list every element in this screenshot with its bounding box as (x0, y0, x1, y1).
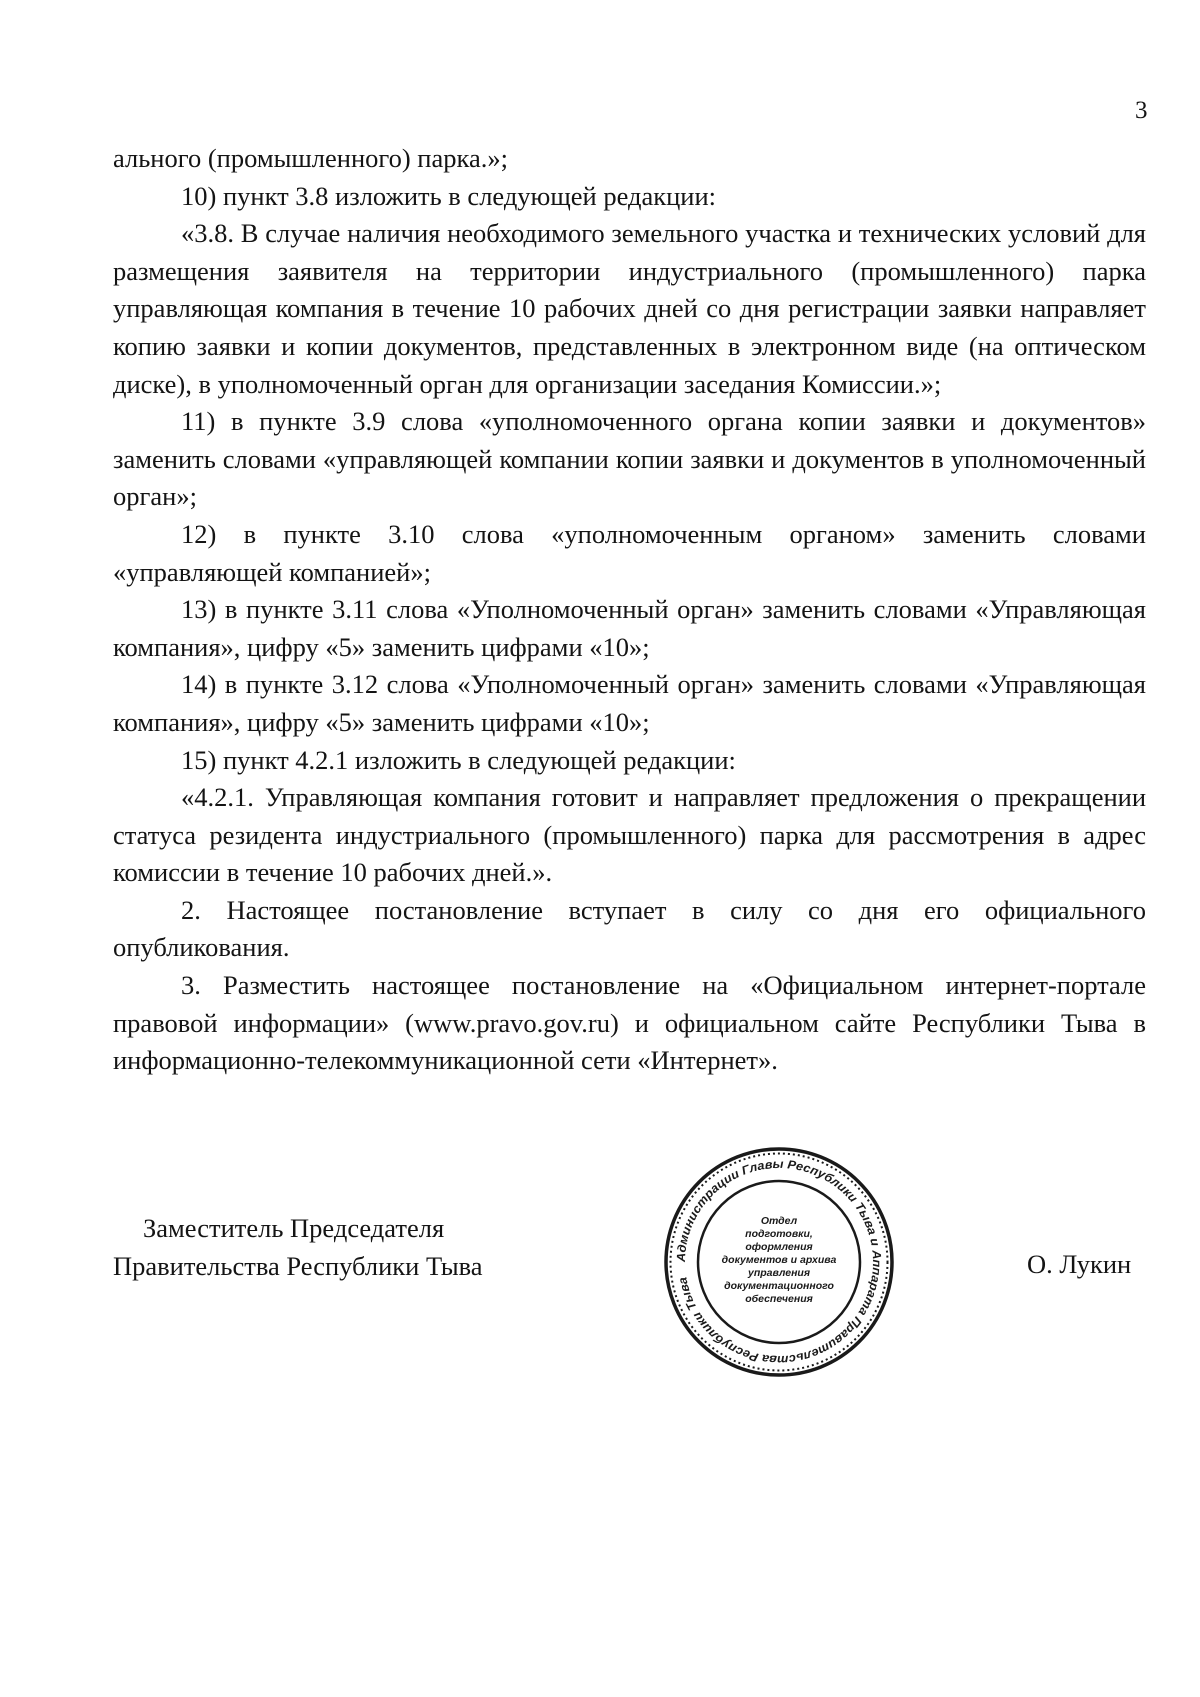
stamp-inner-text (702, 1215, 856, 1306)
signatory-position-line: Заместитель Председателя (143, 1213, 445, 1243)
stamp-inner-line: Отдел (760, 1215, 798, 1227)
stamp-inner-line: обеспечения (745, 1293, 813, 1305)
paragraph: 11) в пункте 3.9 слова «уполномоченного органа копии заявки и документов» заменить словами «управляющей компании копии заявки и документов в уполномоченный орган»; (113, 406, 1146, 512)
paragraph: «4.2.1. Управляющая компания готовит и направляет предложения о прекращении статуса резидента индустриального (промышленного) парка для рассмотрения в адрес комиссии в течение 10 рабочих дней.». (113, 782, 1146, 888)
signatory-position-line: Правительства Республики Тыва (113, 1250, 483, 1281)
document-body (113, 140, 1146, 1080)
paragraph: «3.8. В случае наличия необходимого земельного участка и технических условий для размещения заявителя на территории индустриального (промышленного) парка управляющая компания в течение 10 рабочих дней со дня регистрации заявки направляет копию заявки и копии документов, представленных в электронном виде (на оптическом диске), в уполномоченный орган для организации заседания Комиссии.»; (113, 218, 1146, 399)
paragraph: 10) пункт 3.8 изложить в следующей редакции: (181, 180, 717, 211)
signatory-name: О. Лукин (1027, 1249, 1132, 1279)
stamp-inner-line: оформления (745, 1241, 813, 1253)
signatory-position (113, 1210, 583, 1285)
paragraph: 13) в пункте 3.11 слова «Уполномоченный орган» заменить словами «Управляющая компания», цифру «5» заменить цифрами «10»; (113, 594, 1146, 662)
stamp-inner-line: документационного (724, 1280, 834, 1292)
stamp-inner-line: документов и архива (721, 1254, 837, 1266)
paragraph: 15) пункт 4.2.1 изложить в следующей редакции: (181, 744, 736, 775)
paragraph: ального (промышленного) парка.»; (113, 143, 508, 173)
stamp-ring-text: Администрации Главы Республики Тыва и Аппарата Правительства Республики Тыва (673, 1156, 885, 1368)
official-stamp (662, 1145, 896, 1379)
paragraph: 3. Разместить настоящее постановление на «Официальном интернет-портале правовой информации» (www.pravo.gov.ru) и официальном сайте Республики Тыва в информационно-телекоммуникационной сети «Интернет». (113, 970, 1146, 1076)
stamp-inner-line: подготовки, (745, 1228, 813, 1240)
stamp-inner-line: управления (747, 1267, 811, 1279)
paragraph: 12) в пункте 3.10 слова «уполномоченным органом» заменить словами «управляющей компанией»; (113, 518, 1146, 587)
page-number: 3 (1135, 97, 1148, 124)
paragraph: 14) в пункте 3.12 слова «Уполномоченный орган» заменить словами «Управляющая компания», цифру «5» заменить цифрами «10»; (113, 669, 1146, 737)
paragraph: 2. Настоящее постановление вступает в силу со дня его официального опубликования. (113, 894, 1146, 963)
